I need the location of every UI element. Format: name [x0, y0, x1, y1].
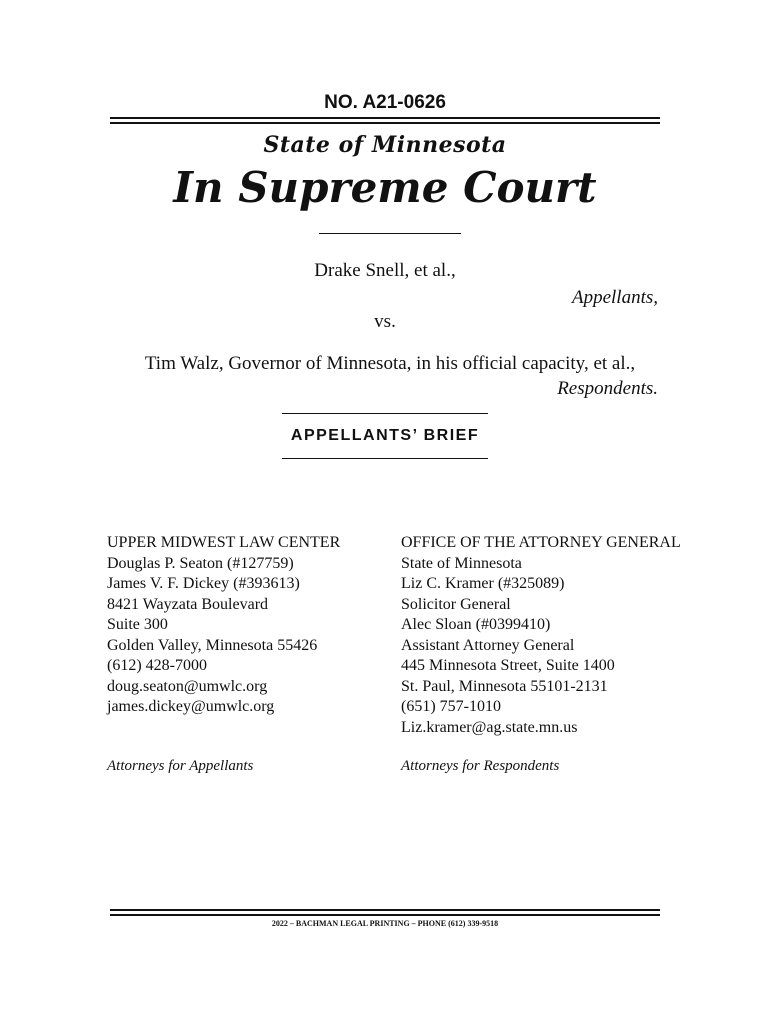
counsel-line: (651) 757-1010: [401, 698, 501, 715]
counsel-line: Suite 300: [107, 616, 168, 633]
counsel-line: 445 Minnesota Street, Suite 1400: [401, 657, 615, 674]
title-rule-top: [282, 413, 488, 414]
appellant-counsel-role: Attorneys for Appellants: [107, 758, 254, 774]
counsel-line: Solicitor General: [401, 595, 511, 613]
document-title: APPELLANTS’ BRIEF: [290, 427, 480, 444]
counsel-line: 8421 Wayzata Boulevard: [107, 595, 269, 613]
appellant-counsel-block: [107, 533, 340, 718]
court-heading: In Supreme Court: [173, 163, 597, 212]
counsel-line: Liz C. Kramer (#325089): [401, 575, 565, 592]
counsel-line: UPPER MIDWEST LAW CENTER: [107, 534, 341, 551]
double-rule-top: [110, 117, 660, 119]
counsel-line: Golden Valley, Minnesota 55426: [107, 636, 318, 654]
respondent-counsel-role: Attorneys for Respondents: [401, 758, 560, 774]
court-underline: [319, 233, 461, 234]
counsel-line: Assistant Attorney General: [401, 636, 575, 654]
appellant-name: Drake Snell, et al.,: [314, 260, 456, 281]
counsel-line: State of Minnesota: [401, 554, 522, 572]
state-heading: State of Minnesota: [263, 132, 507, 158]
respondent-role: Respondents.: [557, 378, 658, 399]
counsel-line: Alec Sloan (#0399410): [401, 616, 551, 633]
counsel-line: OFFICE OF THE ATTORNEY GENERAL: [401, 534, 681, 551]
counsel-line: Douglas P. Seaton (#127759): [107, 554, 294, 572]
footer-rule-top: [110, 909, 660, 911]
versus-label: vs.: [374, 311, 396, 332]
respondent-name: Tim Walz, Governor of Minnesota, in his official capacity, et al.,: [144, 353, 636, 374]
respondent-counsel-block: [401, 533, 681, 738]
appellant-role: Appellants,: [571, 287, 658, 308]
counsel-line: (612) 428-7000: [107, 657, 207, 674]
footer-rule-bottom: [110, 914, 660, 916]
counsel-line: Liz.kramer@ag.state.mn.us: [401, 718, 578, 736]
counsel-line: St. Paul, Minnesota 55101-2131: [401, 677, 608, 695]
double-rule-bottom: [110, 122, 660, 124]
printer-footer: 2022 – BACHMAN LEGAL PRINTING – PHONE (612) 339-9518: [271, 919, 499, 928]
title-rule-bottom: [282, 458, 488, 459]
counsel-line: doug.seaton@umwlc.org: [107, 677, 268, 695]
case-number: NO. A21-0626: [324, 92, 446, 113]
counsel-line: james.dickey@umwlc.org: [107, 698, 275, 715]
counsel-line: James V. F. Dickey (#393613): [107, 575, 300, 592]
